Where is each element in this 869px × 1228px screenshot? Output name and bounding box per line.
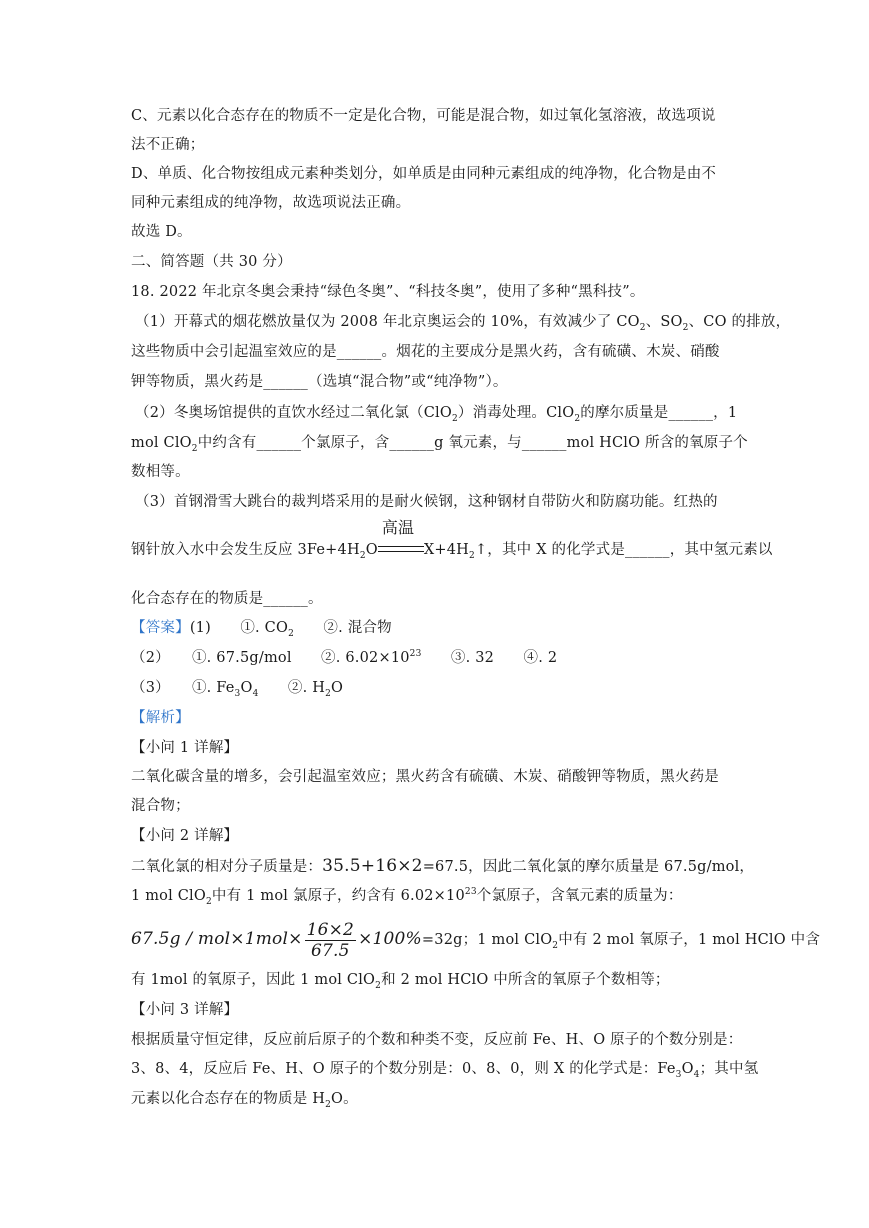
q3-line-3: 化合态存在的物质是______。 (131, 591, 323, 607)
q1-line-1: （1）开幕式的烟花燃放量仅为 2008 年北京奥运会的 10%，有效减少了 $CO_2$、$SO_2$、CO 的排放， (135, 314, 791, 333)
sub3-line-3: 元素以化合态存在的物质是 $H_2O$。 (131, 1091, 358, 1110)
sub2-line-2: 1 mol ClO$_2$中有 1 mol 氯原子，约含有 $6.02\times 10^{23}$个氯原子，含氧元素的质量为： (131, 887, 683, 907)
q1-line-2: 这些物质中会引起温室效应的是______。烟花的主要成分是黑火药，含有硫磺、木炭、硝酸 (131, 344, 720, 360)
sub3-line-1: 根据质量守恒定律，反应前后原子的个数和种类不变，反应前 Fe、H、O 原子的个数分别是： (131, 1032, 743, 1048)
q3-line-1: （3）首钢滑雪大跳台的裁判塔采用的是耐火候钢，这种钢材自带防火和防腐功能。红热的 (135, 494, 718, 510)
answer-line-2: （2） ①. 67.5g/mol ②. $6.02\times 10^{23}$ ③. 32 ④. 2 (131, 649, 558, 666)
answer-line-1: 【答案】(1) ①. $CO_2$ ②. 混合物 (131, 620, 392, 639)
q1-line-3: 钾等物质，黑火药是______（选填“混合物”或“纯净物”）。 (131, 374, 508, 390)
answer-line-3: （3） ①. $Fe_3O_4$ ②. $H_2O$ (131, 680, 344, 699)
option-d-line-2: 同种元素组成的纯净物，故选项说法正确。 (131, 195, 411, 211)
option-d-line-1: D、单质、化合物按组成元素种类划分，如单质是由同种元素组成的纯净物，化合物是由不 (131, 166, 717, 182)
answer-label: 【答案】 (131, 620, 190, 636)
fraction: $\frac{16\times 2}{67.5}$ (306, 919, 355, 961)
q2-line-1: （2）冬奥场馆提供的直饮水经过二氧化氯（ClO$_2$）消毒处理。ClO$_2$的摩尔质量是______，1 (135, 405, 738, 424)
sub1-line-2: 混合物； (131, 798, 190, 814)
q2-line-3: 数相等。 (131, 464, 190, 480)
option-c-line-1: C、元素以化合态存在的物质不一定是化合物，可能是混合物，如过氧化氢溶液，故选项说 (131, 108, 716, 124)
option-c-line-2: 法不正确； (131, 137, 205, 153)
reaction-condition: 高温 (381, 518, 415, 537)
sub2-line-3: 67.5g / mol×1mol× $\frac{16\times 2}{67.5}$ ×100%=32g；1 mol ClO$_2$中有 2 mol 氧原子，1 mol HClO 中含 (131, 919, 821, 961)
reaction-condition-arrow (378, 518, 424, 560)
q3-line-2: 钢针放入水中会发生反应 $3Fe+4H_2O$ 高温 $X+4H_2↑$，其中 X 的化学式是______，其中氢元素以 (131, 518, 773, 561)
sub2-line-1: 二氧化氯的相对分子质量是：35.5+16×2=67.5，因此二氧化氯的摩尔质量是 67.5g/mol， (131, 856, 755, 876)
section-heading: 二、简答题（共 30 分） (131, 254, 292, 270)
analysis-label: 【解析】 (131, 710, 190, 726)
sub2-line-4: 有 1mol 的氧原子，因此 1 mol ClO$_2$和 2 mol HClO 中所含的氧原子个数相等； (131, 972, 670, 991)
choose-answer: 故选 D。 (131, 224, 192, 240)
sub-question-1-heading: 【小问 1 详解】 (131, 740, 239, 756)
sub1-line-1: 二氧化碳含量的增多，会引起温室效应；黑火药含有硫磺、木炭、硝酸钾等物质，黑火药是 (131, 769, 719, 785)
sub-question-2-heading: 【小问 2 详解】 (131, 828, 239, 844)
sub-question-3-heading: 【小问 3 详解】 (131, 1002, 239, 1018)
question-18: 18. 2022 年北京冬奥会秉持“绿色冬奥”、“科技冬奥”，使用了多种“黑科技”。 (131, 284, 645, 300)
q2-line-2: mol ClO$_2$中约含有______个氯原子，含______g 氧元素，与______mol HClO 所含的氧原子个 (131, 435, 748, 454)
sub3-line-2: 3、8、4，反应后 Fe、H、O 原子的个数分别是：0、8、0，则 X 的化学式是：$Fe_3O_4$；其中氢 (131, 1061, 759, 1080)
